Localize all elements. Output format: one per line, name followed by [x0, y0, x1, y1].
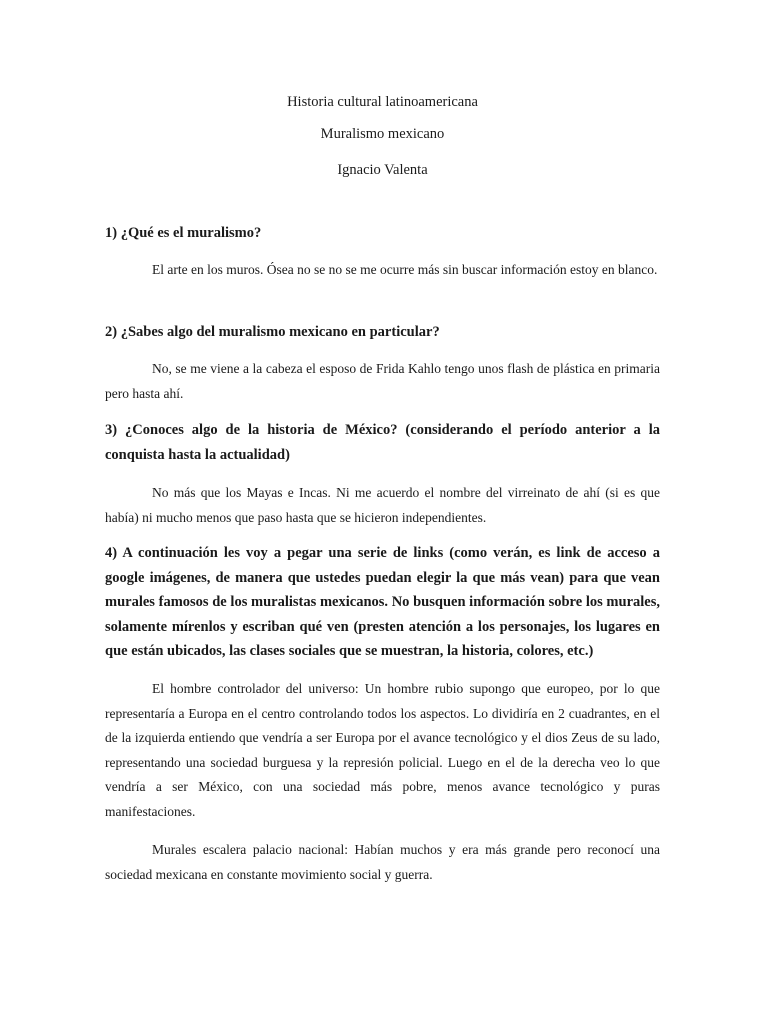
question-1: 1) ¿Qué es el muralismo?: [105, 225, 262, 241]
author-name: Ignacio Valenta: [337, 162, 428, 178]
question-2: 2) ¿Sabes algo del muralismo mexicano en particular?: [105, 324, 440, 340]
answer-1: El arte en los muros. Ósea no se no se me ocurre más sin buscar información estoy en blanco.: [152, 262, 658, 277]
answer-4a: El hombre controlador del universo: Un hombre rubio supongo que europeo, por lo que representaría a Europa en el centro controlando todos los aspectos. Lo dividiría en 2 cuadrantes, en el de la izquierda entiendo que vendría a ser Europa por el avance tecnológico y el dios Zeus de su lado, representando una sociedad burguesa y la represión policial. Luego en el de la derecha veo lo que vendría a ser México, con una sociedad más pobre, menos avance tecnológico y puras manifestaciones.: [105, 681, 660, 819]
topic-title: Muralismo mexicano: [320, 126, 445, 142]
answer-4b: Murales escalera palacio nacional: Habían muchos y era más grande pero reconocí una sociedad mexicana en constante movimiento social y guerra.: [105, 842, 660, 882]
question-3: 3) ¿Conoces algo de la historia de México? (considerando el período anterior a la conquista hasta la actualidad): [105, 422, 660, 463]
question-4: 4) A continuación les voy a pegar una serie de links (como verán, es link de acceso a google imágenes, de manera que ustedes puedan elegir la que más vean) para que vean murales famosos de los muralistas mexicanos. No busquen información sobre los murales, solamente mírenlos y escriban qué ven (presten atención a los personajes, los lugares en que están ubicados, las clases sociales que se muestran, la historia, colores, etc.): [105, 545, 660, 659]
course-title: Historia cultural latinoamericana: [287, 94, 478, 110]
answer-3: No más que los Mayas e Incas. Ni me acuerdo el nombre del virreinato de ahí (si es que había) ni mucho menos que paso hasta que se hicieron independientes.: [105, 485, 660, 525]
answer-2: No, se me viene a la cabeza el esposo de Frida Kahlo tengo unos flash de plástica en primaria pero hasta ahí.: [105, 361, 660, 401]
